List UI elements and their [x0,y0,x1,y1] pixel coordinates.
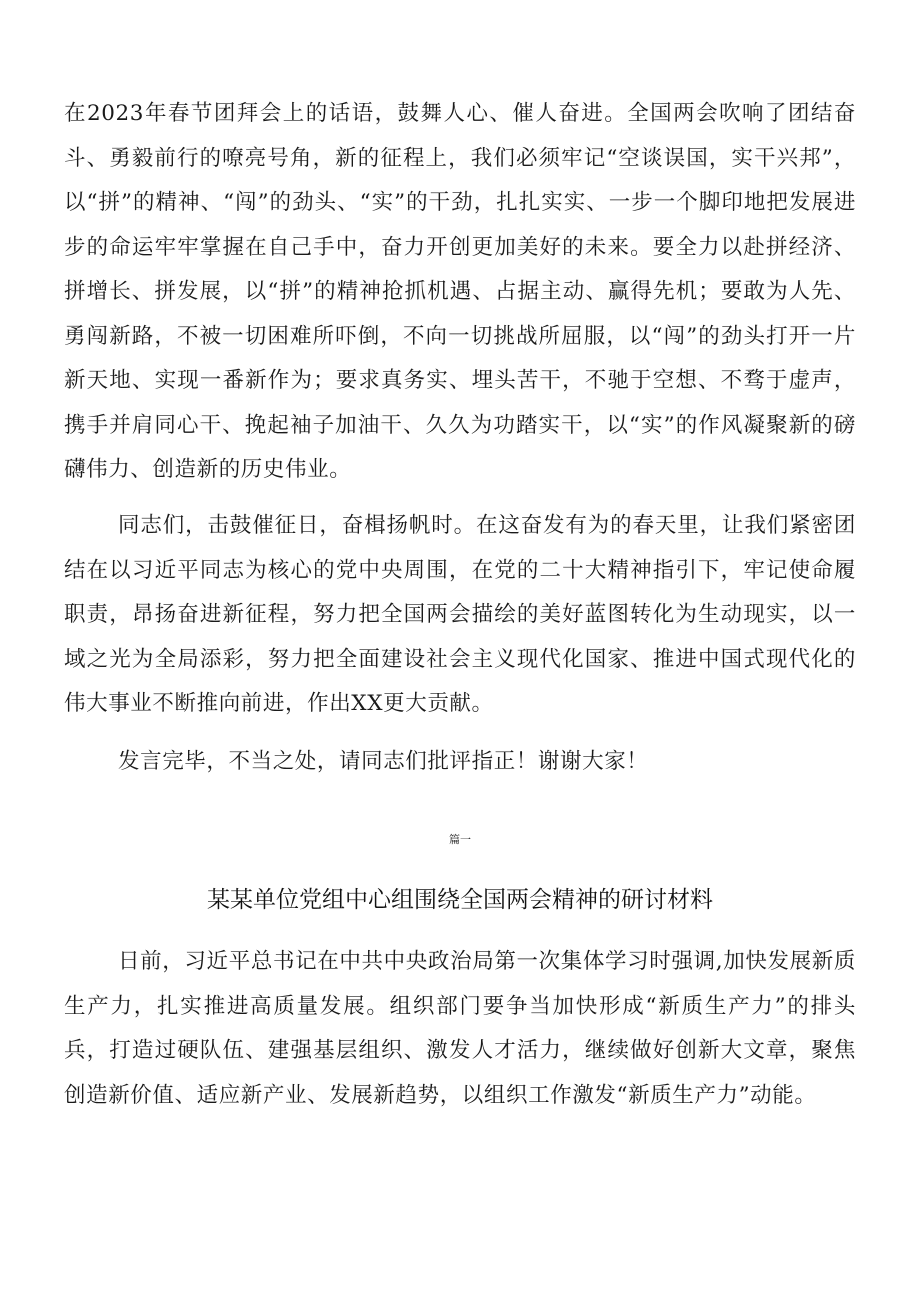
paragraph-intro: 日前，习近平总书记在中共中央政治局第一次集体学习时强调,加快发展新质生产力，扎实推进高质量发展。组织部门要争当加快形成“新质生产力”的排头兵，打造过硬队伍、建强基层组织、激发人才活力，继续做好创新大文章，聚焦创造新价值、适应新产业、发展新趋势，以组织工作激发“新质生产力”动能。 [64,949,856,1108]
document-title: 某某单位党组中心组围绕全国两会精神的研讨材料 [207,887,713,913]
section-marker: 篇一 [449,833,471,846]
paragraph-closing-call: 在2023年春节团拜会上的话语，鼓舞人心、催人奋进。全国两会吹响了团结奋斗、勇毅前行的嘹亮号角，新的征程上，我们必须牢记“空谈误国，实干兴邦”，以“拼”的精神、“闯”的劲头、“实”的干劲，扎扎实实、一步一个脚印地把发展进步的命运牢牢掌握在自己手中，奋力开创更加美好的未来。要全力以赴拼经济、拼增长、拼发展，以“拼”的精神抢抓机遇、占据主动、赢得先机；要敢为人先、勇闯新路，不被一切困难所吓倒，不向一切挑战所屈服，以“闯”的劲头打开一片新天地、实现一番新作为；要求真务实、埋头苦干，不驰于空想、不骛于虚声，携手并肩同心干、挽起袖子加油干、久久为功踏实干，以“实”的作风凝聚新的磅礴伟力、创造新的历史伟业。 [64,101,856,482]
paragraph-speech-end: 发言完毕，不当之处，请同志们批评指正！谢谢大家！ [118,749,649,774]
paragraph-comrades-rally: 同志们，击鼓催征日，奋楫扬帆时。在这奋发有为的春天里，让我们紧密团结在以习近平同志为核心的党中央周围，在党的二十大精神指引下，牢记使命履职责，昂扬奋进新征程，努力把全国两会描绘的美好蓝图转化为生动现实，以一域之光为全局添彩，努力把全面建设社会主义现代化国家、推进中国式现代化的伟大事业不断推向前进，作出XX更大贡献。 [64,513,856,716]
